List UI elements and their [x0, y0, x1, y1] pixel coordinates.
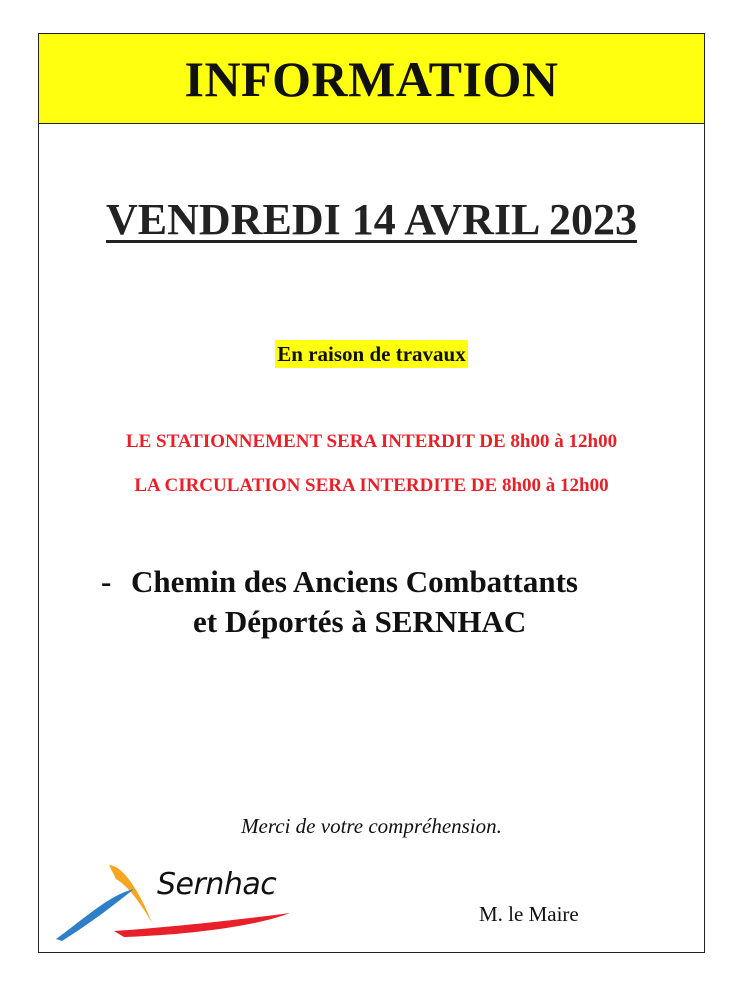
reason-wrap: [39, 342, 704, 367]
traffic-notice: LA CIRCULATION SERA INTERDITE DE 8h00 à 12h00: [134, 475, 609, 496]
bullet-dash: -: [101, 564, 112, 599]
notice-frame: [38, 33, 705, 953]
signature: M. le Maire: [479, 902, 579, 926]
thanks-message: Merci de votre compréhension.: [241, 814, 502, 838]
parking-notice: LE STATIONNEMENT SERA INTERDIT DE 8h00 à 12h00: [125, 431, 618, 452]
logo-text: Sernhac: [157, 867, 277, 902]
date-heading-wrap: [39, 194, 704, 245]
banner-title: INFORMATION: [184, 50, 559, 107]
street-block: [101, 562, 691, 642]
date-heading: VENDREDI 14 AVRIL 2023: [106, 195, 637, 244]
header-banner: [39, 34, 704, 124]
street-name-line1: Chemin des Anciens Combattants: [131, 564, 578, 599]
reason-highlight: En raison de travaux: [277, 342, 466, 366]
street-name-line2: et Déportés à SERNHAC: [193, 604, 527, 639]
street-line-1: [101, 562, 691, 602]
sernhac-logo: [54, 857, 294, 943]
